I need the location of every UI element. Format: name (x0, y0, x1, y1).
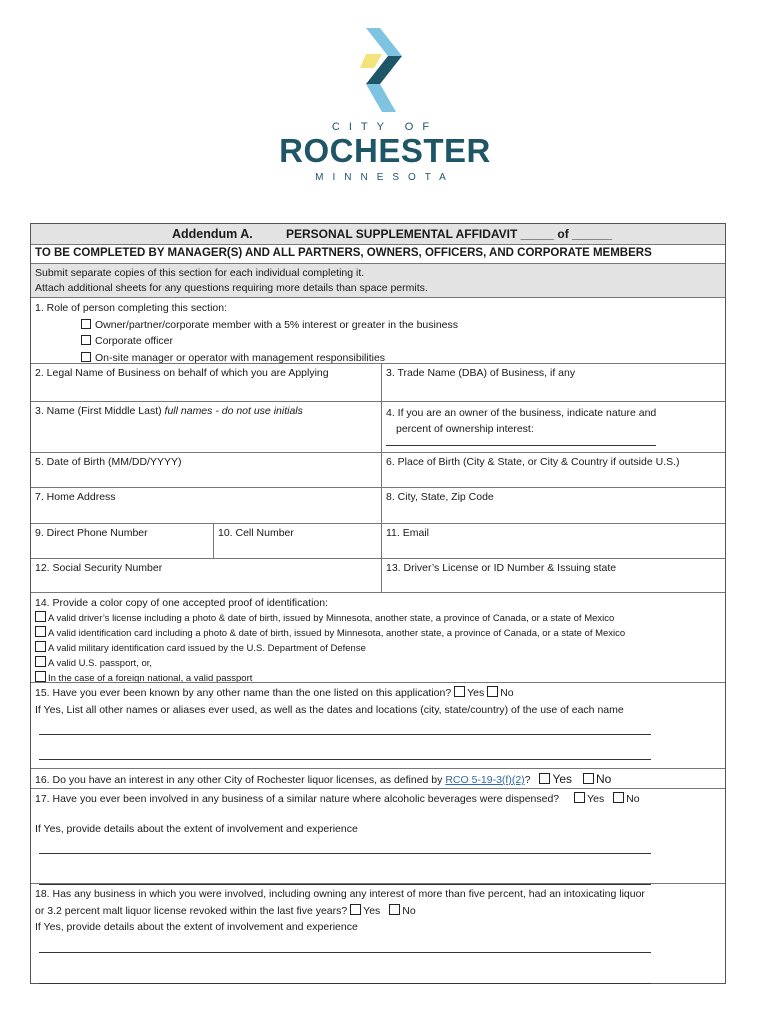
q3-full-name-field[interactable]: 3. Name (First Middle Last) full names - do not use initials (31, 402, 382, 452)
q15-question: 15. Have you ever been known by any other name than the one listed on this application? Yes No (35, 687, 514, 699)
q9-direct-phone-field[interactable]: 9. Direct Phone Number (31, 524, 214, 558)
q1-option-owner[interactable]: Owner/partner/corporate member with a 5% interest or greater in the business (35, 317, 721, 334)
q18-yes-checkbox-icon[interactable] (350, 904, 361, 915)
q14-label: 14. Provide a color copy of one accepted proof of identification: (35, 597, 329, 609)
q17-no-checkbox-icon[interactable] (613, 792, 624, 803)
row-q5-q6 (31, 452, 725, 487)
checkbox-icon[interactable] (81, 335, 91, 345)
q10-cell-number-field[interactable]: 10. Cell Number (214, 524, 382, 558)
q17-similar-business (31, 788, 725, 883)
rco-link[interactable]: RCO 5-19-3(f)(2) (445, 774, 525, 786)
checkbox-icon[interactable] (35, 611, 46, 622)
instructions-note (31, 263, 725, 297)
affidavit-title[interactable]: PERSONAL SUPPLEMENTAL AFFIDAVIT _____ of ______ (286, 227, 613, 241)
q1-label: 1. Role of person completing this section: (35, 302, 228, 314)
q15-no-checkbox-icon[interactable] (487, 686, 498, 697)
checkbox-icon[interactable] (35, 626, 46, 637)
q16-other-licenses: 16. Do you have an interest in any other City of Rochester liquor licenses, as defined by RCO 5-19-3(f)(2)? Yes No (31, 768, 725, 788)
checkbox-icon[interactable] (35, 641, 46, 652)
row-q12-q13 (31, 558, 725, 592)
ownership-line[interactable] (386, 437, 656, 446)
q18-answer-line-2[interactable] (39, 967, 651, 984)
q14-option-id-card[interactable]: A valid identification card including a photo & date of birth, issued by Minnesota, another state, a province of Canada, or a state of Mexico (35, 626, 721, 641)
chevron-logo-icon (360, 28, 410, 114)
row-q7-q8 (31, 487, 725, 523)
q7-home-address-field[interactable]: 7. Home Address (31, 488, 382, 523)
q17-yes-checkbox-icon[interactable] (574, 792, 585, 803)
q1-option-manager[interactable]: On-site manager or operator with management responsibilities (35, 350, 721, 367)
q11-email-field[interactable]: 11. Email (386, 527, 429, 539)
checkbox-icon[interactable] (81, 352, 91, 362)
form-title-row (31, 224, 725, 244)
q5-dob-field[interactable]: 5. Date of Birth (MM/DD/YYYY) (31, 453, 382, 487)
q18-answer-line-1[interactable] (39, 936, 651, 953)
q16-yes-checkbox-icon[interactable] (539, 773, 550, 784)
q14-option-foreign-passport[interactable]: In the case of a foreign national, a valid passport (35, 671, 721, 686)
q4-ownership-field[interactable]: 4. If you are an owner of the business, indicate nature and percent of ownership interest: (382, 402, 725, 452)
q17-answer-line-1[interactable] (39, 837, 651, 854)
q14-option-military-id[interactable]: A valid military identification card issued by the U.S. Department of Defense (35, 641, 721, 656)
city-logo (270, 28, 500, 188)
q3-trade-name-field[interactable]: 3. Trade Name (DBA) of Business, if any (386, 367, 576, 379)
q18-license-revoked (31, 883, 725, 983)
row-q3-q4 (31, 401, 725, 452)
q18-no-checkbox-icon[interactable] (389, 904, 400, 915)
q16-no-checkbox-icon[interactable] (583, 773, 594, 784)
addendum-label: Addendum A. (172, 227, 253, 241)
q1-option-officer[interactable]: Corporate officer (35, 333, 721, 350)
q2-legal-name-field[interactable]: 2. Legal Name of Business on behalf of which you are Applying (31, 364, 382, 401)
q12-ssn-field[interactable]: 12. Social Security Number (31, 559, 382, 592)
q15-other-names (31, 682, 725, 768)
q17-if-yes: If Yes, provide details about the extent of involvement and experience (35, 822, 358, 835)
q17-question: 17. Have you ever been involved in any business of a similar nature where alcoholic beverages were dispensed? Yes No (35, 793, 640, 805)
q18-line-1: 18. Has any business in which you were involved, including owning any interest of more than five percent, had an intoxicating liquor (35, 888, 645, 900)
q15-yes-checkbox-icon[interactable] (454, 686, 465, 697)
logo-rochester: ROCHESTER (279, 132, 491, 169)
q6-birthplace-field[interactable]: 6. Place of Birth (City & State, or City & Country if outside U.S.) (386, 456, 680, 468)
q1-role (31, 297, 725, 363)
q15-answer-line-1[interactable] (39, 718, 651, 735)
q15-if-yes: If Yes, List all other names or aliases ever used, as well as the dates and locations (city, state/country) of the use of each name (35, 703, 624, 716)
affidavit-form (30, 223, 726, 984)
row-q2-q3 (31, 363, 725, 401)
q18-question: or 3.2 percent malt liquor license revoked within the last five years? Yes No (35, 904, 416, 917)
q18-if-yes: If Yes, provide details about the extent of involvement and experience (35, 921, 358, 933)
q14-option-passport[interactable]: A valid U.S. passport, or, (35, 656, 721, 671)
logo-city-of: CITY OF (331, 121, 439, 133)
logo-minnesota: MINNESOTA (315, 172, 455, 183)
q14-option-drivers-license[interactable]: A valid driver’s license including a photo & date of birth, issued by Minnesota, another state, a province of Canada, or a state of Mexico (35, 611, 721, 626)
q8-city-state-zip-field[interactable]: 8. City, State, Zip Code (386, 491, 494, 503)
to-be-completed-heading: TO BE COMPLETED BY MANAGER(S) AND ALL PARTNERS, OWNERS, OFFICERS, AND CORPORATE MEMBERS (31, 244, 725, 263)
checkbox-icon[interactable] (81, 319, 91, 329)
q15-answer-line-2[interactable] (39, 743, 651, 760)
instruction-line-1: Submit separate copies of this section for each individual completing it. (35, 267, 365, 279)
row-q9-q11 (31, 523, 725, 558)
q14-identification (31, 592, 725, 682)
instruction-line-2: Attach additional sheets for any questions requiring more details than space permits. (35, 282, 428, 294)
checkbox-icon[interactable] (35, 671, 46, 682)
q13-license-field[interactable]: 13. Driver’s License or ID Number & Issuing state (386, 562, 617, 574)
checkbox-icon[interactable] (35, 656, 46, 667)
